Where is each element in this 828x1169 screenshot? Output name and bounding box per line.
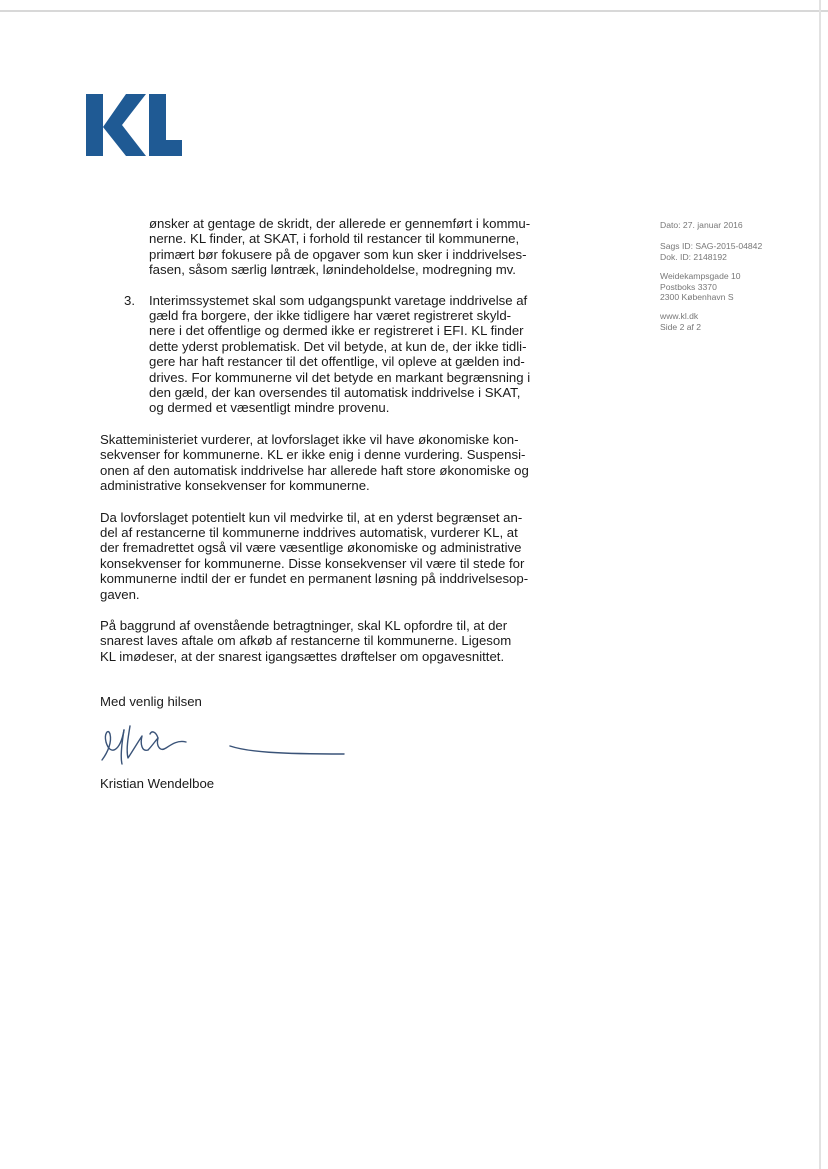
- signer-name: Kristian Wendelboe: [100, 775, 215, 791]
- text-line: primært bør fokusere på de opgaver som kun sker i inddrivelses-: [149, 246, 527, 262]
- scan-edge-right: [819, 0, 821, 1169]
- case-id: Sags ID: SAG-2015-04842: [660, 241, 763, 252]
- paragraph-conclusion: [100, 618, 552, 664]
- address-group: [660, 271, 810, 302]
- letter-metadata-sidebar: [660, 220, 810, 341]
- closing-salutation: Med venlig hilsen: [100, 694, 202, 710]
- text-line: kommunerne indtil der er fundet en permanent løsning på inddrivelsesop-: [100, 571, 529, 587]
- text-line: administrative konsekvenser for kommunerne.: [100, 478, 370, 494]
- text-line: konsekvenser for kommunerne. Disse konsekvenser vil være til stede for: [100, 555, 525, 571]
- text-line: gæld fra borgere, der ikke tidligere har været registreret skyld-: [149, 308, 512, 324]
- document-id: Dok. ID: 2148192: [660, 251, 727, 262]
- date-group: [660, 220, 810, 230]
- address-line: 2300 København S: [660, 292, 734, 303]
- signature-stroke: [148, 738, 186, 750]
- list-number: 3.: [124, 292, 135, 308]
- text-line: dette yderst problematisk. Det vil betyde, at kun de, der ikke tidli-: [149, 338, 527, 354]
- paragraph-economic-consequences: [100, 432, 552, 494]
- text-line: gere har haft restancer til det offentlige, vil opleve at gælden ind-: [149, 354, 525, 370]
- list-item-3: [100, 293, 552, 416]
- website: www.kl.dk: [660, 311, 699, 322]
- text-line: der fremadrettet også vil være væsentlige økonomiske og administrative: [100, 540, 522, 556]
- text-line: og dermed et væsentligt mindre provenu.: [149, 400, 390, 416]
- address-line: Weidekampsgade 10: [660, 271, 741, 282]
- signature-stroke: [127, 726, 148, 758]
- text-line: På baggrund af ovenstående betragtninger, skal KL opfordre til, at der: [100, 617, 508, 633]
- signature-area: [100, 710, 552, 776]
- kl-logo: [86, 94, 182, 156]
- letter-body: [100, 216, 552, 791]
- page-number: Side 2 af 2: [660, 321, 702, 332]
- signature-stroke: [150, 731, 158, 737]
- text-line: sekvenser for kommunerne. KL er ikke enig i denne vurdering. Suspensi-: [100, 447, 526, 463]
- text-line: ønsker at gentage de skridt, der allerede er gennemført i kommu-: [149, 216, 531, 231]
- text-line: del af restancerne til kommunerne inddrives automatisk, vurderer KL, at: [100, 524, 518, 540]
- text-line: nerne. KL finder, at SKAT, i forhold til restancer til kommunerne,: [149, 231, 520, 247]
- text-line: KL imødeser, at der snarest igangsættes drøftelser om opgavesnittet.: [100, 648, 505, 664]
- web-group: [660, 311, 810, 332]
- signature-stroke: [230, 746, 344, 754]
- kl-logo-mark: [86, 94, 182, 156]
- text-line: onen af den automatisk inddrivelse har allerede haft store økonomiske og: [100, 462, 529, 478]
- text-line: den gæld, der kan oversendes til automatisk inddrivelse i SKAT,: [149, 385, 521, 401]
- text-line: Da lovforslaget potentielt kun vil medvirke til, at en yderst begrænset an-: [100, 509, 523, 525]
- scan-edge-top: [0, 10, 828, 12]
- text-line: fasen, såsom særlig løntræk, lønindeholdelse, modregning mv.: [149, 262, 516, 278]
- text-line: Interimssystemet skal som udgangspunkt varetage inddrivelse af: [149, 292, 528, 308]
- text-line: nere i det offentlige og dermed ikke er registreret i EFI. KL finder: [149, 323, 524, 339]
- handwritten-signature: [98, 712, 358, 778]
- continuation-paragraph: [149, 216, 552, 278]
- reference-group: [660, 241, 810, 262]
- address-line: Postboks 3370: [660, 281, 717, 292]
- signature-stroke: [121, 730, 124, 764]
- paragraph-assessment: [100, 510, 552, 602]
- text-line: snarest laves aftale om afkøb af restancerne til kommunerne. Ligesom: [100, 633, 512, 649]
- text-line: gaven.: [100, 586, 140, 602]
- date-label: Dato: 27. januar 2016: [660, 220, 743, 230]
- text-line: drives. For kommunerne vil det betyde en markant begrænsning i: [149, 369, 531, 385]
- text-line: Skatteministeriet vurderer, at lovforslaget ikke vil have økonomiske kon-: [100, 431, 519, 447]
